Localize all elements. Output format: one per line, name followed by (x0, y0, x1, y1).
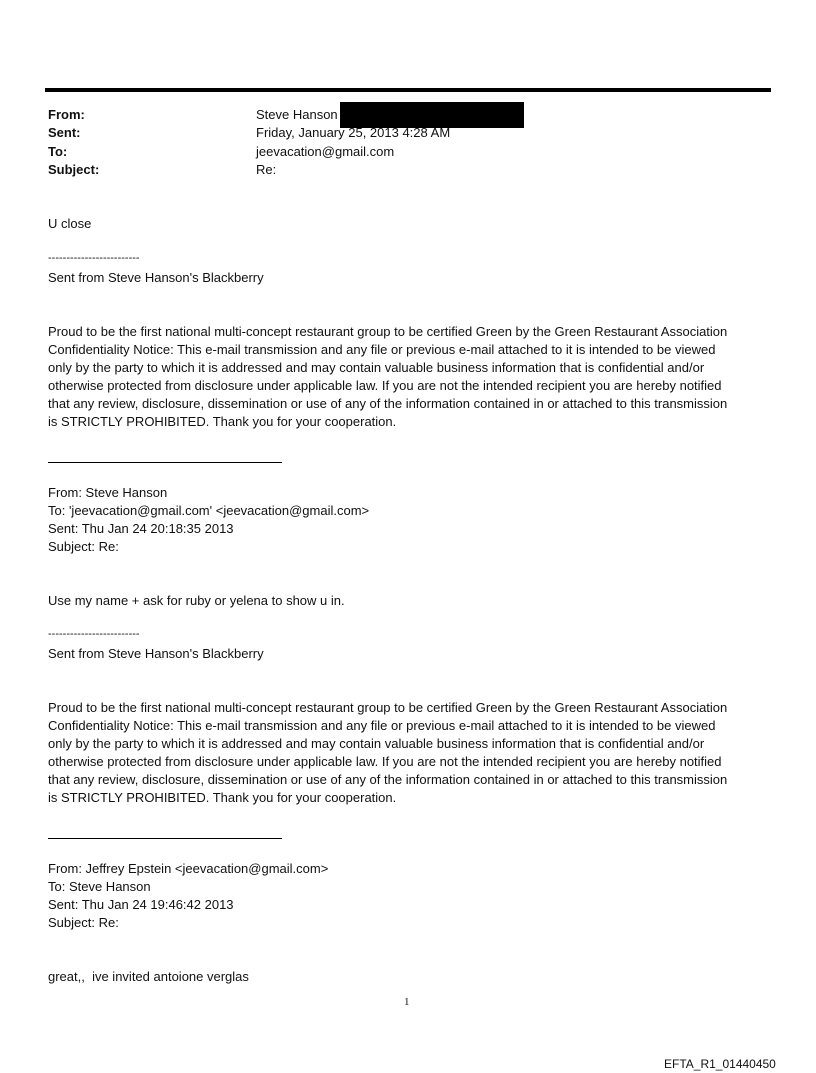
message2-from: From: Steve Hanson (48, 485, 168, 500)
message3-subject: Subject: Re: (48, 915, 119, 930)
message2-signature: Sent from Steve Hanson's Blackberry (48, 646, 264, 661)
sent-label: Sent: (48, 125, 81, 140)
disclaimer-line: Proud to be the first national multi-concept restaurant group to be certified Green by the Green Restaurant Association (48, 324, 728, 339)
message3-body: great,, ive invited antoione verglas (48, 969, 249, 984)
disclaimer-line: Confidentiality Notice: This e-mail transmission and any file or previous e-mail attached to it is intended to be viewed (48, 342, 716, 357)
disclaimer-line: that any review, disclosure, dissemination or use of any of the information contained in or attached to this transmission (48, 396, 728, 411)
message2-sig-dashes: ------------------------- (48, 628, 140, 640)
disclaimer-line: is STRICTLY PROHIBITED. Thank you for your cooperation. (48, 414, 397, 429)
message2-sent: Sent: Thu Jan 24 20:18:35 2013 (48, 521, 234, 536)
message1-sig-dashes: ------------------------- (48, 252, 140, 264)
message2-body: Use my name + ask for ruby or yelena to show u in. (48, 593, 345, 608)
message1-disclaimer (48, 323, 770, 431)
from-label: From: (48, 107, 85, 122)
message1-body: U close (48, 216, 92, 231)
message2-disclaimer (48, 699, 770, 807)
from-value: Steve Hanson (256, 107, 338, 122)
subject-value: Re: (256, 162, 277, 177)
sent-value: Friday, January 25, 2013 4:28 AM (256, 125, 451, 140)
separator-line (48, 462, 282, 463)
document-id: EFTA_R1_01440450 (664, 1057, 776, 1071)
message3-from: From: Jeffrey Epstein <jeevacation@gmail.com> (48, 861, 329, 876)
message1-signature: Sent from Steve Hanson's Blackberry (48, 270, 264, 285)
to-label: To: (48, 144, 68, 159)
disclaimer-line: otherwise protected from disclosure under applicable law. If you are not the intended recipient you are hereby notified (48, 378, 722, 393)
to-value: jeevacation@gmail.com (256, 144, 395, 159)
message3-sent: Sent: Thu Jan 24 19:46:42 2013 (48, 897, 234, 912)
page-number: 1 (404, 996, 410, 1008)
message2-subject: Subject: Re: (48, 539, 119, 554)
disclaimer-line: Proud to be the first national multi-concept restaurant group to be certified Green by the Green Restaurant Association (48, 700, 728, 715)
header-rule (45, 88, 771, 92)
disclaimer-line: Confidentiality Notice: This e-mail transmission and any file or previous e-mail attached to it is intended to be viewed (48, 718, 716, 733)
message2-to: To: 'jeevacation@gmail.com' <jeevacation@gmail.com> (48, 503, 370, 518)
subject-label: Subject: (48, 162, 100, 177)
disclaimer-line: that any review, disclosure, dissemination or use of any of the information contained in or attached to this transmission (48, 772, 728, 787)
separator-line (48, 838, 282, 839)
disclaimer-line: only by the party to which it is addressed and may contain valuable business information that is confidential and/or (48, 736, 705, 751)
message3-to: To: Steve Hanson (48, 879, 151, 894)
disclaimer-line: is STRICTLY PROHIBITED. Thank you for your cooperation. (48, 790, 397, 805)
disclaimer-line: otherwise protected from disclosure under applicable law. If you are not the intended recipient you are hereby notified (48, 754, 722, 769)
disclaimer-line: only by the party to which it is addressed and may contain valuable business information that is confidential and/or (48, 360, 705, 375)
